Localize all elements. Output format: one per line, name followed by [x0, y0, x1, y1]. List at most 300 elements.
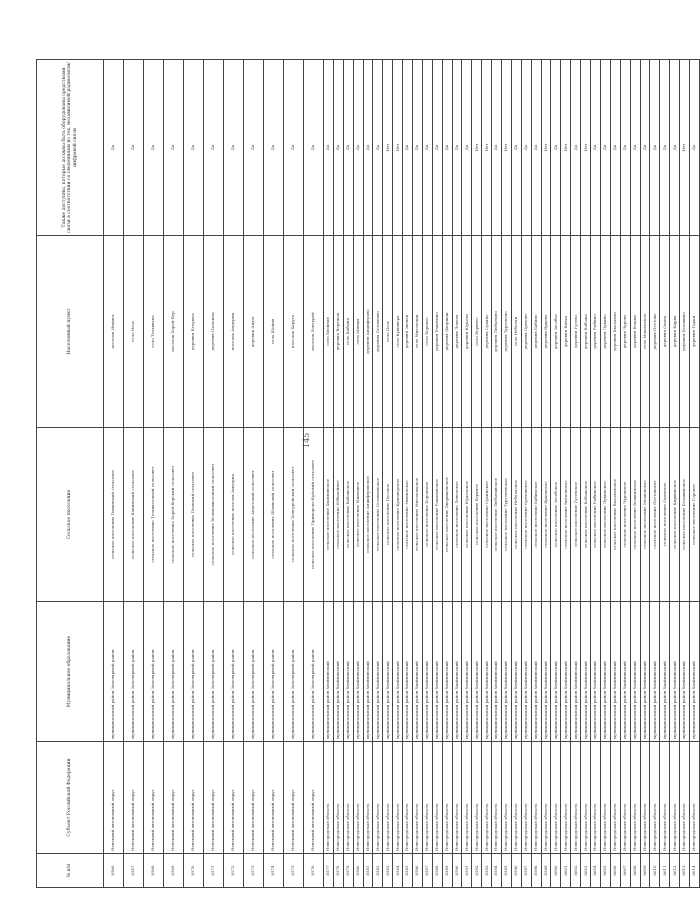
cell-locality: деревня Ракитино	[432, 236, 442, 428]
cell-num: 8610	[650, 854, 660, 888]
cell-flag: Да	[413, 60, 423, 236]
cell-num: 8599	[541, 854, 551, 888]
cell-locality: поселок Индига	[104, 236, 124, 428]
cell-subject: Ненецкий автономный округ	[124, 742, 144, 854]
cell-num: 8613	[680, 854, 690, 888]
cell-subject: Новгородская область	[521, 742, 531, 854]
table-row	[600, 60, 610, 888]
cell-num: 8569	[164, 854, 184, 888]
cell-settlement: сельское поселение Ярцевское	[541, 428, 551, 602]
cell-subject: Новгородская область	[531, 742, 541, 854]
cell-municipality: муниципальный район Хвойнинский	[343, 602, 353, 742]
cell-flag: Да	[124, 60, 144, 236]
cell-subject: Новгородская область	[551, 742, 561, 854]
cell-municipality: муниципальный район Хвойнинский	[630, 602, 640, 742]
cell-flag: Да	[521, 60, 531, 236]
cell-subject: Ненецкий автономный округ	[224, 742, 244, 854]
cell-flag: Да	[442, 60, 452, 236]
cell-subject: Новгородская область	[422, 742, 432, 854]
table-row	[333, 60, 343, 888]
cell-flag: Нет	[393, 60, 403, 236]
table-row	[284, 60, 304, 888]
table-row	[640, 60, 650, 888]
cell-subject: Новгородская область	[680, 742, 690, 854]
cell-num: 8580	[353, 854, 363, 888]
cell-settlement: сельское поселение Бабинское	[531, 428, 541, 602]
cell-num: 8572	[224, 854, 244, 888]
cell-subject: Новгородская область	[363, 742, 373, 854]
table-header-row	[37, 60, 104, 888]
table-row	[462, 60, 472, 888]
cell-flag: Да	[591, 60, 601, 236]
cell-locality: село Неболчи	[511, 236, 521, 428]
cell-num: 8577	[324, 854, 334, 888]
cell-municipality: муниципальный район Хвойнинский	[689, 602, 699, 742]
cell-num: 8604	[591, 854, 601, 888]
cell-subject: Новгородская область	[581, 742, 591, 854]
cell-num: 8566	[104, 854, 124, 888]
cell-flag: Да	[660, 60, 670, 236]
cell-settlement: сельское поселение Звоничское	[403, 428, 413, 602]
cell-flag: Да	[610, 60, 620, 236]
cell-municipality: муниципальный район Хвойнинский	[333, 602, 343, 742]
cell-municipality: муниципальный район Хвойнинский	[502, 602, 512, 742]
cell-municipality: муниципальный район Хвойнинский	[413, 602, 423, 742]
cell-municipality: муниципальный район Заполярный район	[224, 602, 244, 742]
cell-settlement: сельское поселение Чуровское	[620, 428, 630, 602]
cell-flag: Да	[571, 60, 581, 236]
cell-flag: Нет	[482, 60, 492, 236]
cell-settlement: сельское поселение Неболчское	[511, 428, 521, 602]
cell-settlement: сельское поселение Миголощское	[413, 428, 423, 602]
table-row	[511, 60, 521, 888]
cell-subject: Новгородская область	[343, 742, 353, 854]
cell-locality: село Минцы	[353, 236, 363, 428]
cell-locality: деревня Анциферово	[363, 236, 373, 428]
cell-num: 8614	[689, 854, 699, 888]
cell-subject: Новгородская область	[403, 742, 413, 854]
cell-subject: Новгородская область	[591, 742, 601, 854]
cell-num: 8583	[383, 854, 393, 888]
cell-num: 8608	[630, 854, 640, 888]
header-subject: Субъект Российской Федерации	[37, 742, 104, 854]
cell-num: 8567	[124, 854, 144, 888]
cell-municipality: муниципальный район Хвойнинский	[393, 602, 403, 742]
cell-flag: Нет	[561, 60, 571, 236]
cell-flag: Да	[670, 60, 680, 236]
cell-municipality: муниципальный район Хвойнинский	[363, 602, 373, 742]
cell-municipality: муниципальный район Хвойнинский	[640, 602, 650, 742]
table-row	[144, 60, 164, 888]
cell-flag: Да	[264, 60, 284, 236]
cell-flag: Да	[650, 60, 660, 236]
cell-num: 8587	[422, 854, 432, 888]
table-row	[204, 60, 224, 888]
cell-locality: деревня Вешки	[630, 236, 640, 428]
cell-municipality: муниципальный район Хвойнинский	[581, 602, 591, 742]
table-row	[482, 60, 492, 888]
cell-locality: село Кабожа	[343, 236, 353, 428]
cell-subject: Новгородская область	[333, 742, 343, 854]
cell-flag: Да	[620, 60, 630, 236]
cell-municipality: муниципальный район Заполярный район	[164, 602, 184, 742]
cell-settlement: сельское поселение Рыбинское	[591, 428, 601, 602]
cell-num: 8576	[304, 854, 324, 888]
cell-subject: Новгородская область	[373, 742, 383, 854]
cell-flag: Да	[144, 60, 164, 236]
table-row	[620, 60, 630, 888]
cell-locality: деревня Высоково	[610, 236, 620, 428]
cell-flag: Да	[333, 60, 343, 236]
cell-locality: село Шойна	[264, 236, 284, 428]
cell-num: 8581	[363, 854, 373, 888]
cell-locality: поселок Хонгурей	[304, 236, 324, 428]
cell-flag: Да	[343, 60, 353, 236]
cell-locality: деревня Ярцево	[541, 236, 551, 428]
cell-settlement: сельское поселение Юбилейное	[333, 428, 343, 602]
cell-flag: Да	[224, 60, 244, 236]
cell-settlement: сельское поселение Канинский сельсовет	[124, 428, 144, 602]
cell-flag: Да	[373, 60, 383, 236]
cell-flag: Нет	[680, 60, 690, 236]
cell-flag: Да	[511, 60, 521, 236]
cell-locality: поселок Амдерма	[224, 236, 244, 428]
cell-locality: деревня Звонец	[403, 236, 413, 428]
cell-subject: Ненецкий автономный округ	[204, 742, 224, 854]
cell-locality: село Мошенское	[640, 236, 650, 428]
cell-locality: село Песь	[383, 236, 393, 428]
cell-locality: деревня Лукино	[600, 236, 610, 428]
table-row	[689, 60, 699, 888]
cell-locality: деревня Белушье	[184, 236, 204, 428]
cell-locality: деревня Орехово	[521, 236, 531, 428]
cell-flag: Да	[452, 60, 462, 236]
cell-municipality: муниципальный район Хвойнинский	[660, 602, 670, 742]
cell-flag: Нет	[383, 60, 393, 236]
cell-municipality: муниципальный район Заполярный район	[144, 602, 164, 742]
table-row	[571, 60, 581, 888]
cell-subject: Ненецкий автономный округ	[284, 742, 304, 854]
cell-subject: Новгородская область	[502, 742, 512, 854]
header-settlement: Сельское поселение	[37, 428, 104, 602]
cell-subject: Новгородская область	[324, 742, 334, 854]
table-row	[472, 60, 482, 888]
cell-municipality: муниципальный район Заполярный район	[124, 602, 144, 742]
cell-num: 8598	[531, 854, 541, 888]
cell-subject: Новгородская область	[462, 742, 472, 854]
cell-settlement: сельское поселение Кушаверское	[393, 428, 403, 602]
cell-subject: Новгородская область	[452, 742, 462, 854]
table-row	[452, 60, 462, 888]
cell-flag: Нет	[472, 60, 482, 236]
cell-subject: Новгородская область	[571, 742, 581, 854]
cell-subject: Ненецкий автономный округ	[184, 742, 204, 854]
cell-locality: деревня Бабино	[531, 236, 541, 428]
cell-municipality: муниципальный район Заполярный район	[284, 602, 304, 742]
cell-settlement: сельское поселение Кабожское	[343, 428, 353, 602]
cell-locality: село Боровое	[422, 236, 432, 428]
cell-locality: деревня Гусево	[571, 236, 581, 428]
cell-subject: Новгородская область	[541, 742, 551, 854]
cell-municipality: муниципальный район Хвойнинский	[482, 602, 492, 742]
table-row	[610, 60, 620, 888]
table-row	[244, 60, 264, 888]
table-row	[373, 60, 383, 888]
cell-num: 8593	[482, 854, 492, 888]
table-row	[541, 60, 551, 888]
table-row	[442, 60, 452, 888]
cell-locality: деревня Дворищи	[442, 236, 452, 428]
cell-municipality: муниципальный район Хвойнинский	[353, 602, 363, 742]
cell-num: 8579	[343, 854, 353, 888]
cell-municipality: муниципальный район Заполярный район	[184, 602, 204, 742]
cell-locality: деревня Сукино	[482, 236, 492, 428]
table-row	[531, 60, 541, 888]
cell-municipality: муниципальный район Хвойнинский	[551, 602, 561, 742]
table-row	[393, 60, 403, 888]
cell-num: 8568	[144, 854, 164, 888]
cell-settlement: сельское поселение Сукинское	[482, 428, 492, 602]
cell-flag: Да	[630, 60, 640, 236]
cell-flag: Нет	[541, 60, 551, 236]
rotated-table-wrapper	[36, 60, 697, 888]
table-row	[630, 60, 640, 888]
cell-municipality: муниципальный район Хвойнинский	[650, 602, 660, 742]
cell-settlement: сельское поселение Тургеневское	[502, 428, 512, 602]
cell-locality: деревня Охона	[660, 236, 670, 428]
cell-settlement: сельское поселение Гусевское	[571, 428, 581, 602]
cell-flag: Да	[422, 60, 432, 236]
cell-settlement: сельское поселение Анциферовское	[363, 428, 373, 602]
cell-num: 8573	[244, 854, 264, 888]
cell-locality: деревня Пылемец	[204, 236, 224, 428]
cell-settlement: сельское поселение Засобское	[551, 428, 561, 602]
table-row	[164, 60, 184, 888]
cell-num: 8582	[373, 854, 383, 888]
cell-locality: деревня Рыбино	[591, 236, 601, 428]
cell-locality: деревня Чурово	[620, 236, 630, 428]
table-row	[413, 60, 423, 888]
cell-settlement: сельское поселение Лукинское	[600, 428, 610, 602]
cell-num: 8578	[333, 854, 343, 888]
cell-num: 8603	[581, 854, 591, 888]
cell-flag: Нет	[581, 60, 591, 236]
cell-settlement: сельское поселение Мошенское	[640, 428, 650, 602]
cell-locality: село Несь	[124, 236, 144, 428]
cell-subject: Новгородская область	[620, 742, 630, 854]
cell-num: 8590	[452, 854, 462, 888]
cell-locality: село Кушавера	[393, 236, 403, 428]
cell-flag: Да	[600, 60, 610, 236]
cell-municipality: муниципальный район Хвойнинский	[472, 602, 482, 742]
cell-flag: Да	[353, 60, 363, 236]
cell-municipality: муниципальный район Хвойнинский	[452, 602, 462, 742]
cell-num: 8594	[492, 854, 502, 888]
cell-subject: Новгородская область	[472, 742, 482, 854]
cell-settlement: сельское поселение Пешский сельсовет	[184, 428, 204, 602]
cell-subject: Новгородская область	[353, 742, 363, 854]
cell-subject: Новгородская область	[650, 742, 660, 854]
cell-num: 8585	[403, 854, 413, 888]
cell-num: 8597	[521, 854, 531, 888]
cell-num: 8601	[561, 854, 571, 888]
cell-subject: Новгородская область	[442, 742, 452, 854]
cell-settlement: сельское поселение Ореховское	[521, 428, 531, 602]
cell-settlement: сельское поселение Вешкинское	[630, 428, 640, 602]
cell-locality: село Миголощи	[413, 236, 423, 428]
cell-subject: Новгородская область	[640, 742, 650, 854]
cell-municipality: муниципальный район Хвойнинский	[620, 602, 630, 742]
cell-municipality: муниципальный район Хвойнинский	[324, 602, 334, 742]
table-row	[403, 60, 413, 888]
cell-flag: Да	[304, 60, 324, 236]
cell-settlement: сельское поселение Юрьевское	[462, 428, 472, 602]
cell-settlement: сельское поселение Остахновское	[373, 428, 383, 602]
cell-subject: Новгородская область	[511, 742, 521, 854]
cell-num: 8609	[640, 854, 650, 888]
cell-settlement: сельское поселение Приморско-Куйский сельсовет	[304, 428, 324, 602]
table-row	[502, 60, 512, 888]
cell-num: 8586	[413, 854, 423, 888]
cell-locality: деревня Засобье	[551, 236, 561, 428]
cell-locality: деревня Бережок	[333, 236, 343, 428]
table-row	[104, 60, 124, 888]
cell-subject: Новгородская область	[610, 742, 620, 854]
cell-settlement: сельское поселение Дворищенское	[442, 428, 452, 602]
header-locality: Населенный пункт	[37, 236, 104, 428]
cell-locality: деревня Горки	[689, 236, 699, 428]
cell-flag: Да	[324, 60, 334, 236]
cell-num: 8607	[620, 854, 630, 888]
cell-subject: Ненецкий автономный округ	[264, 742, 284, 854]
cell-settlement: сельское поселение Шоинский сельсовет	[264, 428, 284, 602]
cell-settlement: сельское поселение Хорей-Верский сельсовет	[164, 428, 184, 602]
cell-subject: Ненецкий автономный округ	[144, 742, 164, 854]
cell-municipality: муниципальный район Хвойнинский	[591, 602, 601, 742]
cell-municipality: муниципальный район Хвойнинский	[511, 602, 521, 742]
cell-num: 8611	[660, 854, 670, 888]
table-row	[432, 60, 442, 888]
table-row	[581, 60, 591, 888]
cell-municipality: муниципальный район Заполярный район	[304, 602, 324, 742]
cell-settlement: сельское поселение Андегский сельсовет	[244, 428, 264, 602]
cell-flag: Да	[432, 60, 442, 236]
cell-num: 8570	[184, 854, 204, 888]
table-row	[650, 60, 660, 888]
cell-settlement: сельское поселение Белавинское	[680, 428, 690, 602]
cell-flag: Да	[492, 60, 502, 236]
cell-settlement: сельское поселение Великовисочный сельсовет	[204, 428, 224, 602]
cell-subject: Ненецкий автономный округ	[244, 742, 264, 854]
cell-settlement: сельское поселение Витковское	[561, 428, 571, 602]
table-row	[304, 60, 324, 888]
cell-municipality: муниципальный район Хвойнинский	[442, 602, 452, 742]
cell-municipality: муниципальный район Хвойнинский	[403, 602, 413, 742]
cell-settlement: сельское поселение поселок Амдерма	[224, 428, 244, 602]
cell-num: 8612	[670, 854, 680, 888]
cell-subject: Ненецкий автономный округ	[104, 742, 124, 854]
cell-num: 8600	[551, 854, 561, 888]
cell-flag: Да	[204, 60, 224, 236]
cell-municipality: муниципальный район Заполярный район	[264, 602, 284, 742]
cell-subject: Ненецкий автономный округ	[164, 742, 184, 854]
cell-subject: Новгородская область	[393, 742, 403, 854]
cell-subject: Новгородская область	[383, 742, 393, 854]
cell-num: 8595	[502, 854, 512, 888]
cell-locality: село Хвойная	[324, 236, 334, 428]
cell-settlement: сельское поселение Хвойнинское	[324, 428, 334, 602]
cell-municipality: муниципальный район Хвойнинский	[561, 602, 571, 742]
table-row	[264, 60, 284, 888]
cell-num: 8602	[571, 854, 581, 888]
cell-flag: Да	[462, 60, 472, 236]
cell-locality: деревня Кирва	[670, 236, 680, 428]
table-row	[224, 60, 244, 888]
cell-municipality: муниципальный район Хвойнинский	[383, 602, 393, 742]
cell-settlement: сельское поселение Тиманский сельсовет	[104, 428, 124, 602]
table-row	[521, 60, 531, 888]
cell-municipality: муниципальный район Хвойнинский	[521, 602, 531, 742]
cell-subject: Новгородская область	[413, 742, 423, 854]
cell-municipality: муниципальный район Хвойнинский	[680, 602, 690, 742]
table-row	[561, 60, 571, 888]
cell-settlement: сельское поселение Горское	[689, 428, 699, 602]
cell-municipality: муниципальный район Хвойнинский	[432, 602, 442, 742]
cell-settlement: сельское поселение Минецкое	[353, 428, 363, 602]
cell-num: 8575	[284, 854, 304, 888]
cell-municipality: муниципальный район Хвойнинский	[571, 602, 581, 742]
cell-flag: Да	[403, 60, 413, 236]
cell-settlement: сельское поселение Пестовское	[650, 428, 660, 602]
cell-flag: Да	[551, 60, 561, 236]
cell-settlement: сельское поселение Боровское	[422, 428, 432, 602]
cell-locality: поселок Харута	[284, 236, 304, 428]
cell-municipality: муниципальный район Заполярный район	[104, 602, 124, 742]
cell-locality: деревня Остахново	[373, 236, 383, 428]
cell-num: 8574	[264, 854, 284, 888]
cell-num: 8589	[442, 854, 452, 888]
cell-subject: Новгородская область	[670, 742, 680, 854]
cell-municipality: муниципальный район Хвойнинский	[462, 602, 472, 742]
cell-locality: деревня Андег	[244, 236, 264, 428]
cell-num: 8591	[462, 854, 472, 888]
table-row	[343, 60, 353, 888]
page-number: 145	[302, 432, 311, 448]
table-row	[184, 60, 204, 888]
cell-subject: Новгородская область	[660, 742, 670, 854]
cell-municipality: муниципальный район Хвойнинский	[610, 602, 620, 742]
cell-settlement: сельское поселение Верхнее	[472, 428, 482, 602]
cell-settlement: сельское поселение Кобожское	[581, 428, 591, 602]
cell-num: 8606	[610, 854, 620, 888]
cell-settlement: сельское поселение Хонгурейский сельсовет	[284, 428, 304, 602]
header-flag: Также доступны, которые должны быть оборудованы средствами связи в соответствии со сведениями из тех. независимой радиосвязи/цифровой связи	[37, 60, 104, 236]
cell-settlement: сельское поселение Кирвинское	[670, 428, 680, 602]
table-row	[591, 60, 601, 888]
cell-subject: Новгородская область	[432, 742, 442, 854]
cell-subject: Новгородская область	[600, 742, 610, 854]
cell-flag: Да	[244, 60, 264, 236]
cell-settlement: сельское поселение Любытинское	[492, 428, 502, 602]
table-row	[363, 60, 373, 888]
cell-flag: Нет	[502, 60, 512, 236]
cell-settlement: сельское поселение Песское	[383, 428, 393, 602]
cell-municipality: муниципальный район Хвойнинский	[670, 602, 680, 742]
cell-subject: Новгородская область	[561, 742, 571, 854]
cell-subject: Новгородская область	[482, 742, 492, 854]
cell-flag: Да	[689, 60, 699, 236]
table-body	[104, 60, 700, 888]
